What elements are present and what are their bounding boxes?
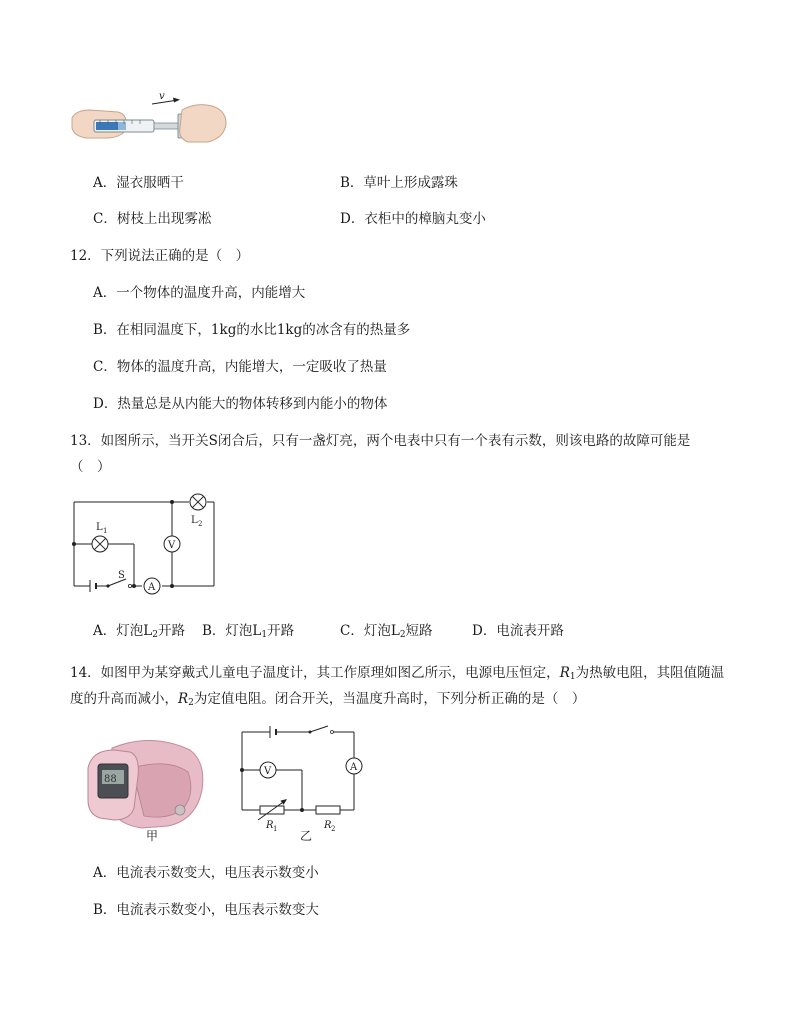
r2-subscript: 2 (331, 825, 336, 833)
q14-stem-line2: 度的升高而减小，$R_2$为定值电阻。闭合开关，当温度升高时，下列分析正确的是（ ） (70, 691, 586, 708)
q11-option-a[interactable]: A．湿衣服晒干 (93, 175, 184, 191)
q12-option-b[interactable]: B．在相同温度下，1kg的水比1kg的冰含有的热量多 (93, 322, 411, 338)
r1-subscript: 1 (273, 825, 278, 833)
q12-option-a[interactable]: A．一个物体的温度升高，内能增大 (93, 285, 306, 301)
switch-label: S (118, 570, 125, 581)
q13-option-b[interactable]: B．灯泡$L_1$开路 (202, 623, 295, 640)
r1-label: R (266, 820, 274, 831)
q14-figure-jia-caption: 甲 (146, 829, 159, 843)
voltmeter-label: V (264, 766, 272, 777)
ammeter-label: A (350, 762, 358, 773)
q13-circuit-diagram (68, 488, 228, 600)
q12-option-d[interactable]: D．热量总是从内能大的物体转移到内能小的物体 (93, 396, 388, 412)
q11-figure (70, 88, 230, 158)
q11-option-d[interactable]: D．衣柜中的樟脑丸变小 (340, 211, 486, 227)
lamp-l1-subscript: 1 (103, 527, 108, 535)
velocity-label: v (159, 91, 165, 102)
q13-option-d[interactable]: D．电流表开路 (472, 623, 564, 639)
q11-option-b[interactable]: B．草叶上形成露珠 (340, 175, 458, 191)
lamp-l1-label: L (96, 522, 103, 533)
q13-stem-line2: （ ） (70, 459, 111, 475)
voltmeter-label: V (168, 540, 176, 551)
q13-option-c[interactable]: C．灯泡$L_2$短路 (340, 623, 433, 640)
syringe-hands-image (70, 88, 230, 158)
q11-option-c[interactable]: C．树枝上出现雾凇 (93, 211, 212, 227)
lamp-l2-label: L (191, 515, 198, 526)
ammeter-label: A (148, 582, 156, 593)
q14-option-a[interactable]: A．电流表示数变大，电压表示数变小 (93, 865, 319, 881)
q13-stem-line1: 13．如图所示，当开关S闭合后，只有一盏灯亮，两个电表中只有一个表有示数，则该电路的故障可能是 (70, 433, 691, 449)
lamp-l2-subscript: 2 (198, 520, 203, 528)
q14-option-b[interactable]: B．电流表示数变小，电压表示数变大 (93, 902, 319, 918)
q14-figure-yi-caption: 乙 (300, 829, 313, 843)
q14-stem-line1: 14．如图甲为某穿戴式儿童电子温度计，其工作原理如图乙所示，电源电压恒定，$R_1$为热敏电阻，其阻值随温 (70, 665, 725, 682)
q12-stem: 12．下列说法正确的是（ ） (70, 248, 250, 264)
q13-option-a[interactable]: A．灯泡$L_2$开路 (93, 623, 185, 640)
q12-option-c[interactable]: C．物体的温度升高，内能增大，一定吸收了热量 (93, 359, 387, 375)
svg-text:88: 88 (104, 774, 117, 785)
r2-label: R (324, 820, 332, 831)
